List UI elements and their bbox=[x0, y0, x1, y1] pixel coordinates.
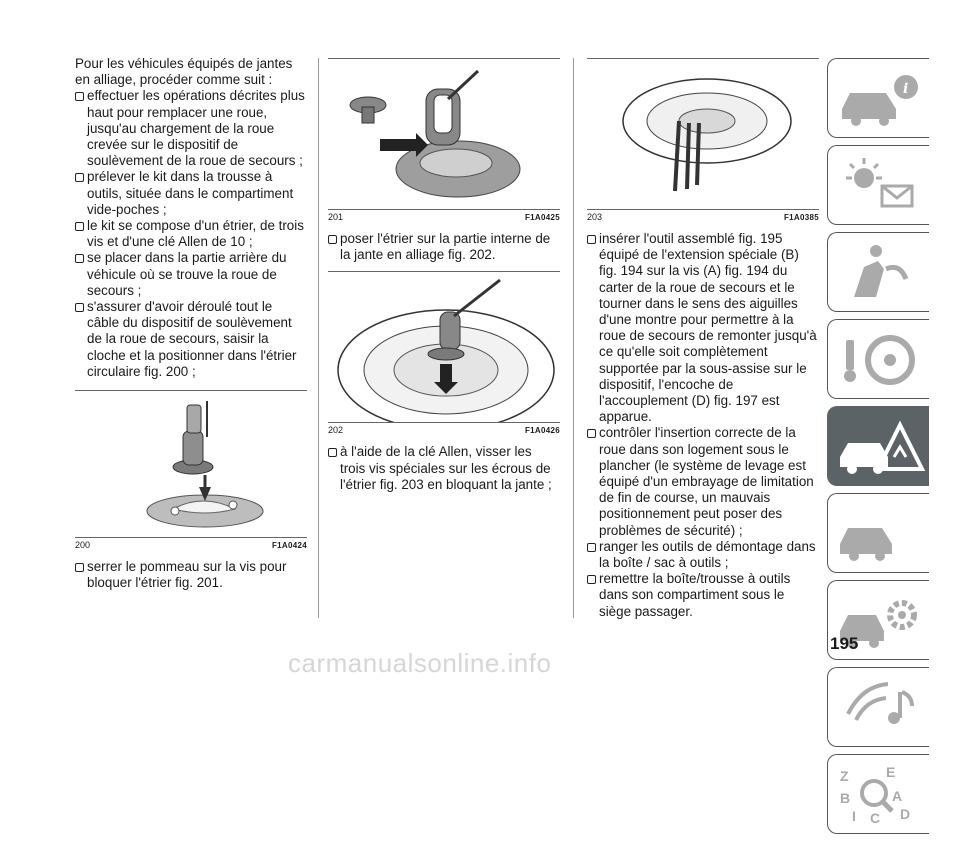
figure-code: F1A0424 bbox=[271, 541, 307, 551]
figure-number: 200 bbox=[75, 540, 91, 551]
media-icon bbox=[834, 674, 926, 740]
tab-car-info[interactable] bbox=[827, 58, 929, 138]
warning-lights-icon bbox=[834, 152, 926, 218]
page-number: 195 bbox=[830, 634, 859, 653]
bullet-item: remettre la boîte/trousse à outils dans son compartiment sous le siège passager. bbox=[587, 571, 819, 620]
svg-text:E: E bbox=[886, 764, 896, 780]
column-divider bbox=[318, 58, 319, 618]
tab-emergency[interactable] bbox=[827, 406, 929, 486]
airbag-seat-icon bbox=[834, 239, 926, 305]
watermark: carmanualsonline.info bbox=[288, 648, 552, 678]
index-search-icon bbox=[834, 761, 926, 827]
svg-text:A: A bbox=[892, 788, 903, 804]
bullet-item: prélever le kit dans la trousse à outils, située dans le compartiment vide-poches ; bbox=[75, 169, 307, 218]
column-1 bbox=[75, 56, 307, 591]
tab-multimedia[interactable] bbox=[827, 667, 929, 747]
figure-code: F1A0385 bbox=[783, 213, 819, 222]
bracket-illustration bbox=[75, 391, 307, 537]
bullet-item: serrer le pommeau sur la vis pour bloquer l'étrier fig. 201. bbox=[75, 559, 307, 591]
intro-text: Pour les véhicules équipés de jantes en alliage, procéder comme suit : bbox=[75, 56, 293, 88]
figure-number: 201 bbox=[328, 212, 344, 222]
svg-text:I: I bbox=[852, 808, 856, 824]
wheel-illustration bbox=[328, 272, 560, 422]
car-maintenance-icon bbox=[834, 500, 926, 566]
tab-starting[interactable] bbox=[827, 319, 929, 399]
figure-201 bbox=[328, 58, 560, 223]
chapter-tabs bbox=[827, 58, 929, 841]
svg-text:Z: Z bbox=[840, 768, 849, 784]
figure-caption bbox=[328, 209, 560, 223]
column-divider bbox=[573, 58, 574, 618]
bullet-item: le kit se compose d'un étrier, de trois vis et d'une clé Allen de 10 ; bbox=[75, 218, 307, 250]
tab-warning-lights[interactable] bbox=[827, 145, 929, 225]
spare-wheel-illustration bbox=[587, 59, 819, 209]
column-3 bbox=[587, 56, 819, 620]
figure-203 bbox=[587, 58, 819, 223]
bullet-item: à l'aide de la clé Allen, visser les trois vis spéciales sur les écrous de l'étrier fig. 203 en bloquant la jante ; bbox=[328, 444, 560, 493]
breakdown-car-icon bbox=[834, 413, 926, 479]
bullet-item: s'assurer d'avoir déroulé tout le câble du dispositif de soulèvement de la roue de secours, saisir la cloche et la positionner dans l'étrier circulaire fig. 200 ; bbox=[75, 299, 307, 380]
column-2 bbox=[328, 56, 560, 493]
figure-200 bbox=[75, 390, 307, 551]
svg-text:B: B bbox=[840, 790, 851, 806]
bullet-item: contrôler l'insertion correcte de la roue dans son logement sous le plancher (le système de levage est équipé d'un embrayage de limitation de fin de course, un mauvais positionnement peut poser des problèmes de sécurité) ; bbox=[587, 425, 819, 538]
steering-key-icon bbox=[834, 326, 926, 392]
bullet-item: insérer l'outil assemblé fig. 195 équipé de l'extension spéciale (B) fig. 194 sur la vis (A) fig. 194 du carter de la roue de secours et le tourner dans le sens des aiguilles d'une montre pour permettre à la roue de secours de remonter jusqu'à ce qu'elle soit complètement supportée par la sous-assise sur le dispositif, l'encoche de l'accouplement (D) fig. 197 est apparue. bbox=[587, 231, 819, 425]
figure-caption bbox=[328, 422, 560, 436]
figure-202 bbox=[328, 271, 560, 436]
figure-number: 202 bbox=[328, 425, 344, 436]
bullet-item: ranger les outils de démontage dans la boîte / sac à outils ; bbox=[587, 539, 819, 571]
figure-code: F1A0425 bbox=[524, 213, 560, 222]
figure-caption bbox=[587, 209, 819, 223]
car-info-icon bbox=[834, 65, 926, 131]
tab-safety[interactable] bbox=[827, 232, 929, 312]
svg-text:C: C bbox=[870, 810, 881, 826]
bullet-item: effectuer les opérations décrites plus haut pour remplacer une roue, jusqu'au chargement de la roue crevée sur le dispositif de soulèvement de la roue de secours ; bbox=[75, 88, 307, 169]
svg-text:D: D bbox=[900, 806, 911, 822]
tab-index[interactable] bbox=[827, 754, 929, 834]
figure-caption bbox=[75, 537, 307, 551]
tab-maintenance[interactable] bbox=[827, 493, 929, 573]
bullet-item: se placer dans la partie arrière du véhicule où se trouve la roue de secours ; bbox=[75, 250, 307, 299]
svg-text:i: i bbox=[903, 81, 909, 97]
figure-code: F1A0426 bbox=[524, 426, 560, 436]
figure-number: 203 bbox=[587, 212, 603, 222]
bullet-item: poser l'étrier sur la partie interne de la jante en alliage fig. 202. bbox=[328, 231, 560, 263]
knob-illustration bbox=[328, 59, 560, 209]
